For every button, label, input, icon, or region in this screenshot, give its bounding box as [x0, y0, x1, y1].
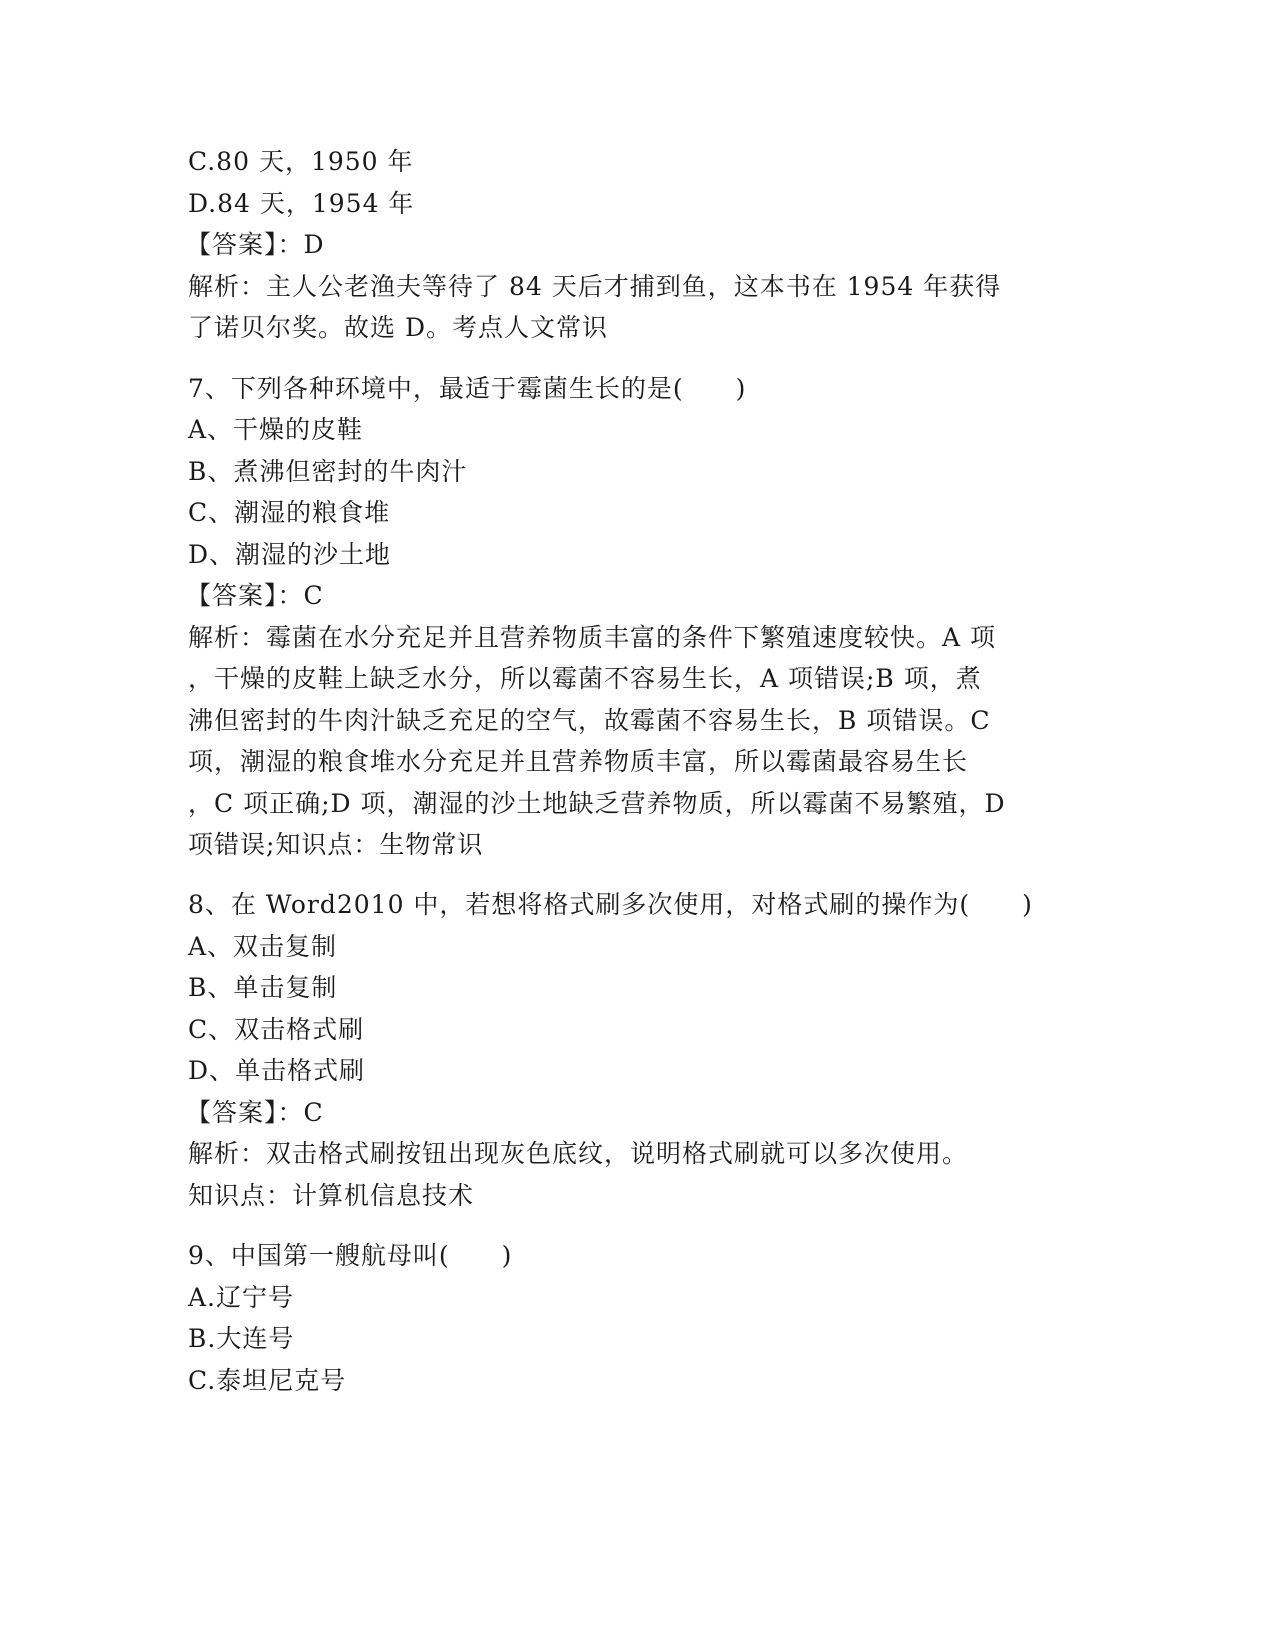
- option-c: C.80 天，1950 年: [188, 147, 414, 176]
- option-c: C.泰坦尼克号: [188, 1366, 347, 1395]
- option-a: A.辽宁号: [188, 1283, 295, 1312]
- option-a: A、干燥的皮鞋: [188, 415, 364, 444]
- explanation-line: ，干燥的皮鞋上缺乏水分，所以霉菌不容易生长，A 项错误;B 项，煮: [188, 664, 982, 693]
- explanation-line: 解析：主人公老渔夫等待了 84 天后才捕到鱼，这本书在 1954 年获得: [188, 272, 1002, 301]
- explanation-line: 项错误;知识点：生物常识: [188, 830, 484, 859]
- question-8-title: 8、在 Word2010 中，若想将格式刷多次使用，对格式刷的操作为( ): [188, 890, 1033, 919]
- explanation-line: 了诺贝尔奖。故选 D。考点人文常识: [188, 313, 608, 342]
- answer-line: 【答案】：C: [186, 581, 324, 610]
- option-c: C、潮湿的粮食堆: [188, 498, 391, 527]
- explanation-line: 解析：霉菌在水分充足并且营养物质丰富的条件下繁殖速度较快。A 项: [188, 623, 997, 652]
- answer-line: 【答案】：D: [186, 230, 325, 259]
- option-d: D、潮湿的沙土地: [188, 540, 392, 569]
- option-d: D、单击格式刷: [188, 1056, 366, 1085]
- question-7-title: 7、下列各种环境中，最适于霉菌生长的是( ): [188, 374, 747, 403]
- explanation-line: 知识点：计算机信息技术: [188, 1181, 475, 1210]
- option-c: C、双击格式刷: [188, 1015, 365, 1044]
- answer-line: 【答案】：C: [186, 1098, 324, 1127]
- option-b: B.大连号: [188, 1324, 295, 1353]
- option-d: D.84 天，1954 年: [188, 189, 415, 218]
- option-b: B、单击复制: [188, 973, 338, 1002]
- explanation-line: 项，潮湿的粮食堆水分充足并且营养物质丰富，所以霉菌最容易生长: [188, 747, 969, 776]
- option-b: B、煮沸但密封的牛肉汁: [188, 457, 468, 486]
- explanation-line: 解析：双击格式刷按钮出现灰色底纹，说明格式刷就可以多次使用。: [188, 1139, 969, 1168]
- explanation-line: ，C 项正确;D 项，潮湿的沙土地缺乏营养物质，所以霉菌不易繁殖，D: [188, 789, 1006, 818]
- question-9-title: 9、中国第一艘航母叫( ): [188, 1241, 513, 1270]
- explanation-line: 沸但密封的牛肉汁缺乏充足的空气，故霉菌不容易生长，B 项错误。C: [188, 706, 991, 735]
- option-a: A、双击复制: [188, 932, 338, 961]
